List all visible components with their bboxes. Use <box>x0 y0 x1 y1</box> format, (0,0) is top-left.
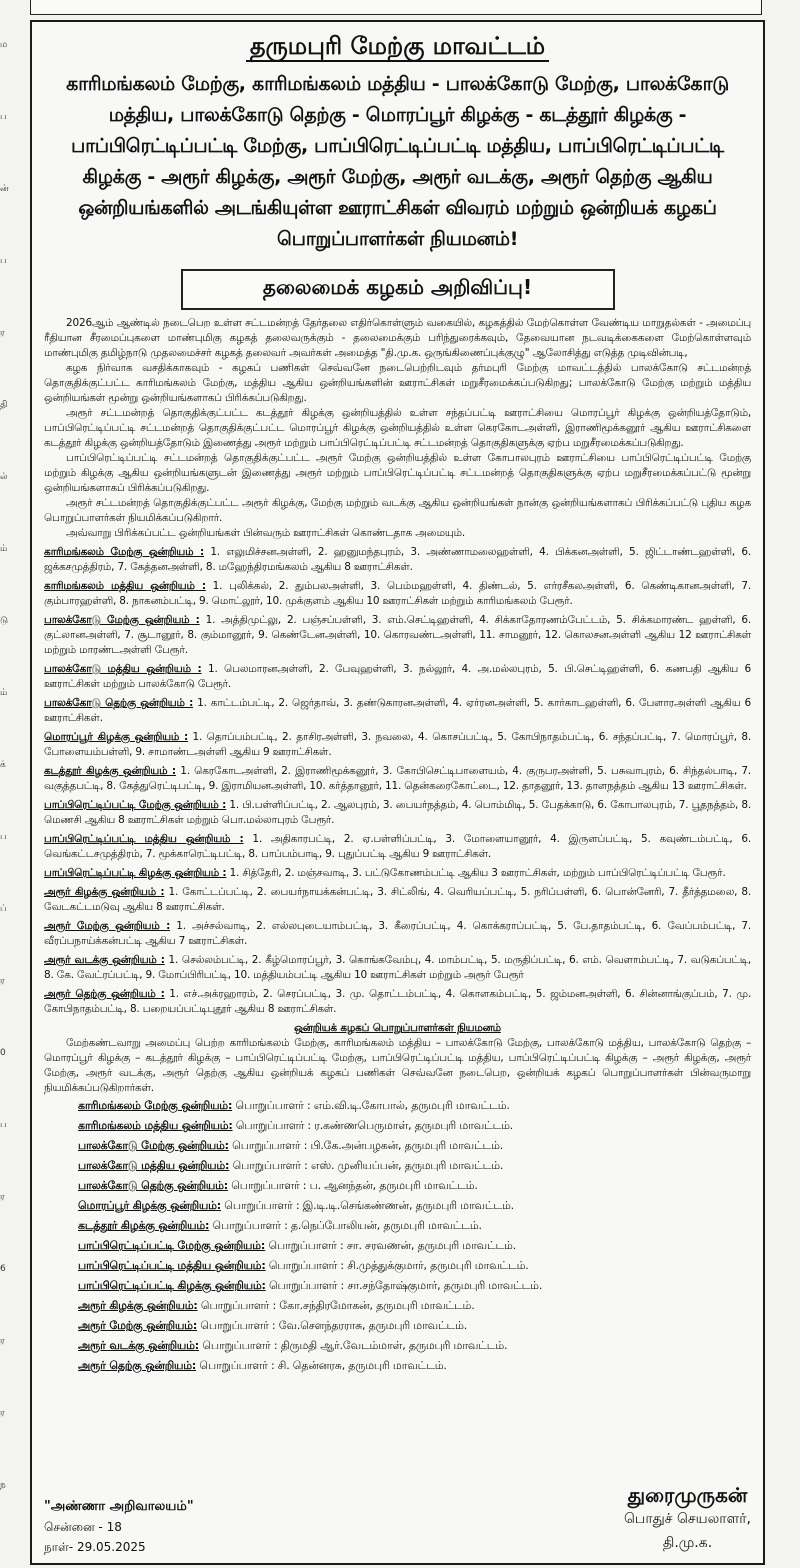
union-name: பாப்பிரெட்டிப்பட்டி கிழக்கு ஒன்றியம் : <box>44 867 227 879</box>
edge-fragment: ர <box>0 1408 5 1418</box>
appointment-union: பாப்பிரெட்டிப்பட்டி கிழக்கு ஒன்றியம்: <box>78 1279 266 1292</box>
edge-fragment: ம் <box>0 544 8 554</box>
union-name: அரூர் தெற்கு ஒன்றியம் : <box>44 988 165 1000</box>
appointment-person: பொறுப்பாளர் : வே.சௌந்தரராசு, தருமபுரி மாவட்டம். <box>200 1319 468 1332</box>
appointment-row <box>78 1296 751 1316</box>
edge-fragment: டு <box>0 616 9 626</box>
appointment-person: பொறுப்பாளர் : எம்.வி.டி.கோபால், தருமபுரி மாவட்டம். <box>235 1099 510 1112</box>
appointment-row <box>78 1216 751 1236</box>
union-entry <box>44 764 751 794</box>
union-name: மொரப்பூர் கிழக்கு ஒன்றியம் : <box>44 731 188 743</box>
union-panchayats: 1. எச்.அக்ரஹாரம், 2. செரப்பட்டி, 3. மு. தொட்டம்பட்டி, 4. கொளகம்பட்டி, 5. ஜம்மனஅள்ளி, 6. சின்னாங்குப்பம், 7. மு. கோபிநாதம்பட்டி, 8. பறையப்பட்டிபுதூர் ஆகிய 8 ஊராட்சிகள். <box>44 988 752 1015</box>
union-panchayats: 1. அச்சல்வாடி, 2. எல்லபுடையாம்பட்டி, 3. கீரைப்பட்டி, 4. கொக்கராப்பட்டி, 5. பே.தாதம்பட்டி, 6. வேப்பம்பட்டி, 7. வீரப்பநாய்க்கன்பட்டி ஆகிய 7 ஊராட்சிகள். <box>44 920 752 947</box>
union-entry <box>44 545 751 575</box>
appointment-person: பொறுப்பாளர் : ர.கண்ணபெருமாள், தருமபுரி மாவட்டம். <box>235 1119 514 1132</box>
appointment-row <box>78 1176 751 1196</box>
appointment-union: அரூர் மேற்கு ஒன்றியம்: <box>78 1319 198 1332</box>
announcement-box: தலைமைக் கழகம் அறிவிப்பு! <box>181 269 615 310</box>
appointment-row <box>78 1276 751 1296</box>
appointment-row <box>78 1116 751 1136</box>
left-edge-column <box>0 0 10 1568</box>
appointment-row <box>78 1316 751 1336</box>
appointment-person: பொறுப்பாளர் : சா.சந்தோஷ்குமார், தருமபுரி மாவட்டம். <box>268 1279 543 1292</box>
union-entry <box>44 919 751 949</box>
appointment-union: மொரப்பூர் கிழக்கு ஒன்றியம்: <box>78 1199 221 1212</box>
appointment-person: பொறுப்பாளர் : எஸ். முனியப்பன், தருமபுரி மாவட்டம். <box>232 1159 504 1172</box>
intro-paragraph: 2026ஆம் ஆண்டில் நடைபெற உள்ள சட்டமன்றத் தேர்தலை எதிர்கொள்ளும் வகையில், கழகத்தில் மேற்கொள்ள வேண்டிய மாறுதல்கள் - அமைப்பு ரீதியான சீரமைப்புகளை மாண்புமிகு கழகத் தலைவருக்கும் - தலைமைக்கும் பரிந்துரைக்கவும், தேவையான நடவடிக்கைகளை மேற்கொள்ளவும் மாண்புமிகு தமிழ்நாடு முதலமைச்சர் கழகத் தலைவர் அவர்கள் அமைத்த "தி.மு.க. ஒருங்கிணைப்புக்குழு" ஆலோசித்து எடுத்த முடிவின்படி, <box>44 317 751 359</box>
appointments-list <box>44 1096 751 1376</box>
appointment-union: பாப்பிரெட்டிப்பட்டி மேற்கு ஒன்றியம்: <box>78 1239 266 1252</box>
union-panchayats: 1. புலிக்கல், 2. தும்பலஅள்ளி, 3. பெம்மஹள்ளி, 4. திண்டல், 5. எர்ரசீகலஅள்ளி, 6. கெண்டிகானஅள்ளி, 7. கும்பாரஹள்ளி, 8. நாகனம்பட்டி, 9. மொட்லூர், 10. முக்குளம் ஆகிய 10 ஊராட்சிகள் மற்றும் காரிமங்கலம் பேரூர். <box>44 580 751 607</box>
headline: காரிமங்கலம் மேற்கு, காரிமங்கலம் மத்திய - பாலக்கோடு மேற்கு, பாலக்கோடு மத்திய, பாலக்கோடு தெற்கு - மொரப்பூர் கிழக்கு - கடத்தூர் கிழக்கு - பாப்பிரெட்டிப்பட்டி மேற்கு, பாப்பிரெட்டிப்பட்டி மத்திய, பாப்பிரெட்டிப்பட்டி கிழக்கு - அரூர் கிழக்கு, அரூர் மேற்கு, அரூர் வடக்கு, அரூர் தெற்கு ஆகிய ஒன்றியங்களில் அடங்கியுள்ள ஊராட்சிகள் விவரம் மற்றும் ஒன்றியக் கழகப் பொறுப்பாளர்கள் நியமனம்! <box>66 73 729 250</box>
office-name: "அண்ணா அறிவாலயம்" <box>44 1499 194 1514</box>
union-panchayats: 1. அதிகாரபட்டி, 2. ஏ.பள்ளிப்பட்டி, 3. மோளையானூர், 4. இருளப்பட்டி, 5. கவுண்டம்பட்டி, 6. வெங்கட்டசமுத்திரம், 7. மூக்காரெட்டிபட்டி, 8. பாப்பம்பாடி, 9. புதுப்பட்டி ஆகிய 9 ஊராட்சிகள். <box>44 833 751 860</box>
appointment-person: பொறுப்பாளர் : சி. தென்னரசு, தருமபுரி மாவட்டம். <box>199 1359 447 1372</box>
appointment-row <box>78 1356 751 1376</box>
appointment-union: பாலக்கோடு மேற்கு ஒன்றியம்: <box>78 1139 229 1152</box>
edge-fragment: ம் <box>0 688 8 698</box>
appointment-union: பாலக்கோடு தெற்கு ஒன்றியம்: <box>78 1179 228 1192</box>
union-name: பாப்பிரெட்டிப்பட்டி மத்திய ஒன்றியம் : <box>44 833 244 845</box>
union-entry <box>44 730 751 760</box>
intro-paragraphs <box>44 316 751 541</box>
intro-paragraph: கழக நிர்வாக வசதிக்காகவும் - கழகப் பணிகள் செவ்வனே நடைபெற்றிடவும் தர்மபுரி மேற்கு மாவட்டத்தில் பாலக்கோடு சட்டமன்றத் தொகுதிக்குட்பட்ட காரிமங்கலம் மேற்கு, மத்திய ஆகிய ஒன்றியங்களின் ஊராட்சிகள் மறுசீரமைக்கப்படுகிறது; பாலக்கோடு மேற்கு மற்றும் மத்திய ஒன்றியங்கள் மூன்று ஒன்றியங்களாகப் பிரிக்கப்படுகிறது. <box>44 362 751 404</box>
article-body <box>32 314 763 1376</box>
signatory-designation: பொதுச் செயலாளர், <box>624 1511 751 1527</box>
appointment-person: பொறுப்பாளர் : இ.டி.டி.செங்கண்ணன், தருமபுரி மாவட்டம். <box>224 1199 514 1212</box>
union-name: அரூர் மேற்கு ஒன்றியம் : <box>44 920 171 932</box>
office-city: சென்னை - 18 <box>44 1520 122 1534</box>
appointment-row <box>78 1136 751 1156</box>
union-entry <box>44 662 751 692</box>
edge-fragment: ர <box>0 1192 5 1202</box>
edge-fragment: க் <box>0 760 6 770</box>
union-panchayats: 1. பெலமாரனஅள்ளி, 2. பேவுஹள்ளி, 3. நல்லூர், 4. அ.மல்லபுரம், 5. பி.செட்டிஹள்ளி, 6. கணபதி ஆகிய 6 ஊராட்சிகள் மற்றும் பாலக்கோடு பேரூர். <box>44 663 752 690</box>
union-panchayats: 1. செல்லம்பட்டி, 2. கீழ்மொரப்பூர், 3. கொங்கவேம்பு, 4. மாம்பட்டி, 5. மருதிப்பட்டி, 6. எம். வெளாம்பட்டி, 7. வடுகப்பட்டி, 8. கே. வேட்ரப்பட்டி, 9. மோப்பிரிபட்டி, 10. மத்தியம்பட்டி ஆகிய 10 ஊராட்சிகள் மற்றும் அரூர் பேரூர் <box>44 954 751 981</box>
union-name: அரூர் வடக்கு ஒன்றியம் : <box>44 954 165 966</box>
issue-date: நாள்- 29.05.2025 <box>44 1540 146 1554</box>
signatory-name: துரைமுருகன் <box>627 1483 748 1507</box>
union-name: பாலக்கோடு தெற்கு ஒன்றியம் : <box>44 697 194 709</box>
intro-paragraph: அரூர் சட்டமன்றத் தொகுதிக்குட்பட்ட அரூர் கிழக்கு, மேற்கு மற்றும் வடக்கு ஆகிய ஒன்றியங்கள் நான்கு ஒன்றியங்களாகப் பிரிக்கப்பட்டு புதிய கழக பொறுப்பாளர்கள் நியமிக்கப்படுகிறார். <box>44 497 751 524</box>
edge-fragment: ந <box>0 1480 6 1490</box>
union-entry <box>44 832 751 862</box>
edge-fragment: ல் <box>0 472 8 482</box>
union-panchayats: 1. அத்திமுட்லு, 2. பஞ்சப்பள்ளி, 3. எம்.செட்டிஹள்ளி, 4. சிக்காதோரணம்பேட்டம், 5. சிக்கமாரண்ட ஹள்ளி, 6. குட்லானஅள்ளி, 7. சூடானூர், 8. கும்மானூர், 9. கெண்டேனஅள்ளி, 10. கொரவண்டஅள்ளி, 11. சாமனூர், 12. கொலசனஅள்ளி ஆகிய 12 ஊராட்சிகள் மற்றும் மாரண்டஅள்ளி பேரூர். <box>44 614 752 656</box>
union-list <box>44 545 751 1017</box>
appointment-person: பொறுப்பாளர் : கோ.சந்திரமோகன், தருமபுரி மாவட்டம். <box>200 1299 475 1312</box>
appointment-person: பொறுப்பாளர் : பி.கே.அன்பழகன், தருமபுரி மாவட்டம். <box>232 1139 504 1152</box>
intro-paragraph: அவ்வாறு பிரிக்கப்பட்ட ஒன்றியங்கள் பின்வரும் ஊராட்சிகள் கொண்டதாக அமையும். <box>66 527 466 539</box>
edge-fragment: ப <box>0 112 7 122</box>
union-entry <box>44 987 751 1017</box>
edge-fragment: ர <box>0 1336 5 1346</box>
union-panchayats: 1. எலுமிச்சனஅள்ளி, 2. ஹனுமந்தபுரம், 3. அண்ணாமலைஹள்ளி, 4. பிக்கனஅள்ளி, 5. ஜிட்டாண்டஹள்ளி, 6. ஜக்கசமுத்திரம், 7. கேத்தனஅள்ளி, 8. மஹேந்திரமங்கலம் ஆகிய 8 ஊராட்சிகள். <box>44 546 752 573</box>
union-entry <box>44 579 751 609</box>
appointment-person: பொறுப்பாளர் : சி.முத்துக்குமார், தருமபுரி மாவட்டம். <box>268 1259 529 1272</box>
union-entry <box>44 953 751 983</box>
appointments-heading: ஒன்றியக் கழகப் பொறுப்பாளர்கள் நியமனம் <box>294 1022 501 1034</box>
union-panchayats: 1. சித்தேரி, 2. மஞ்சவாடி, 3. பட்டுகோணம்பட்டி ஆகிய 3 ஊராட்சிகள், மற்றும் பாப்பிரெட்டிப்பட்டி பேரூர். <box>229 867 726 879</box>
appointment-row <box>78 1256 751 1276</box>
union-name: காரிமங்கலம் மேற்கு ஒன்றியம் : <box>44 546 204 558</box>
union-name: பாப்பிரெட்டிப்பட்டி மேற்கு ஒன்றியம் : <box>44 799 227 811</box>
appointment-row <box>78 1096 751 1116</box>
appointment-person: பொறுப்பாளர் : திருமதி ஆர்.வேடம்மாள், தருமபுரி மாவட்டம். <box>202 1339 508 1352</box>
intro-paragraph: அரூர் சட்டமன்றத் தொகுதிக்குட்பட்ட கடத்தூர் கிழக்கு ஒன்றியத்தில் உள்ள சந்தப்பட்டி ஊராட்சியை மொரப்பூர் கிழக்கு ஒன்றியத்தோடும், பாப்பிரெட்டிப்பட்டி சட்டமன்றத் தொகுதிக்குட்பட்ட மொரப்பூர் கிழக்கு ஒன்றியத்தில் உள்ள கெரகோடஅள்ளி, இராணிமூக்கனூர் ஆகிய ஊராட்சிகளை கடத்தூர் கிழக்கு ஒன்றியத்தோடும் இணைத்து அரூர் மற்றும் பாப்பிரெட்டிப்பட்டி சட்டமன்றத் தொகுதிகளுக்கு ஏற்ப மறுசீரமைக்கப்படுகிறது. <box>44 407 751 449</box>
district-title: தருமபுரி மேற்கு மாவட்டம் <box>32 32 763 63</box>
union-name: காரிமங்கலம் மத்திய ஒன்றியம் : <box>44 580 206 592</box>
party-name: தி.மு.க. <box>662 1535 713 1551</box>
appointment-union: பாப்பிரெட்டிப்பட்டி மத்திய ஒன்றியம்: <box>78 1259 266 1272</box>
union-panchayats: 1. கெரகோடஅள்ளி, 2. இராணிமூக்கனூர், 3. கோபிசெட்டிபாளையம், 4. குருபரஅள்ளி, 5. பசுவாபுரம், 6. சிந்தல்பாடி, 7. வகுத்தபட்டி, 8. கேத்துரெட்டிபட்டி, 9. இராமியனஅள்ளி, 10. கர்த்தானூர், 11. தென்கரைகோட்டை, 12. தாதனூர், 13. தாளநத்தம் ஆகிய 13 ஊராட்சிகள். <box>44 765 751 792</box>
appointment-person: பொறுப்பாளர் : த.நெப்போலியன், தருமபுரி மாவட்டம். <box>212 1219 482 1232</box>
union-name: கடத்தூர் கிழக்கு ஒன்றியம் : <box>44 765 176 777</box>
union-panchayats: 1. காட்டம்பட்டி, 2. ஜெர்தாவ், 3. தண்டுகாரனஅள்ளி, 4. ஏர்ரனஅள்ளி, 5. கார்காடஹள்ளி, 6. பேளாரஅள்ளி ஆகிய 6 ஊராட்சிகள். <box>44 697 751 724</box>
union-name: பாலக்கோடு மேற்கு ஒன்றியம் : <box>44 614 200 626</box>
edge-fragment: ப <box>0 832 7 842</box>
union-name: பாலக்கோடு மத்திய ஒன்றியம் : <box>44 663 202 675</box>
union-panchayats: 1. பி.பள்ளிப்பட்டி, 2. ஆலபுரம், 3. பையர்நத்தம், 4. பொம்மிடி, 5. பேதக்காடு, 6. கோபாலபுரம், 7. பூதநத்தம், 8. மெணசி ஆகிய 8 ஊராட்சிகள் மற்றும் பொ.மல்லாபுரம் பேரூர். <box>44 799 751 826</box>
union-panchayats: 1. தொப்பம்பட்டி, 2. தாசிரஅள்ளி, 3. நவலை, 4. கொசப்பட்டி, 5. கோபிநாதம்பட்டி, 6. சந்தப்பட்டி, 7. மொரப்பூர், 8. போளையம்பள்ளி, 9. சாமாண்டஅள்ளி ஆகிய 9 ஊராட்சிகள். <box>44 731 751 758</box>
appointment-union: அரூர் தெற்கு ஒன்றியம்: <box>78 1359 197 1372</box>
appointment-union: காரிமங்கலம் மத்திய ஒன்றியம்: <box>78 1119 233 1132</box>
union-entry <box>44 885 751 915</box>
appointment-union: காரிமங்கலம் மேற்கு ஒன்றியம்: <box>78 1099 233 1112</box>
edge-fragment: ப் <box>0 904 7 914</box>
appointment-union: பாலக்கோடு மத்திய ஒன்றியம்: <box>78 1159 230 1172</box>
edge-fragment: ன் <box>0 184 9 194</box>
union-entry <box>44 613 751 658</box>
union-entry <box>44 866 751 881</box>
union-panchayats: 1. கோட்டப்பட்டி, 2. பையர்நாயக்கன்பட்டி, 3. சிட்லிங், 4. வெரியப்பட்டி, 5. நரிப்பள்ளி, 6. பொன்னேரி, 7. தீர்த்தமலை, 8. வேடகட்டமடுவு ஆகிய 8 ஊராட்சிகள். <box>44 886 751 913</box>
union-entry <box>44 696 751 726</box>
signature-block <box>624 1483 751 1555</box>
intro-paragraph: பாப்பிரெட்டிப்பட்டி சட்டமன்றத் தொகுதிக்குட்பட்ட அரூர் மேற்கு ஒன்றியத்தில் உள்ள கோபாலபுரம் ஊராட்சியை பாப்பிரெட்டிப்பட்டி மேற்கு மற்றும் கிழக்கு ஆகிய ஒன்றியங்களுடன் இணைத்து அரூர் மற்றும் பாப்பிரெட்டிப்பட்டி சட்டமன்றத் தொகுதிகளுக்கு ஏற்ப மறுசீரமைக்கப்பட்டு மூன்று ஒன்றியங்களாகப் பிரிக்கப்படுகிறது. <box>44 452 751 494</box>
appointment-union: அரூர் வடக்கு ஒன்றியம்: <box>78 1339 200 1352</box>
appointment-union: கடத்தூர் கிழக்கு ஒன்றியம்: <box>78 1219 210 1232</box>
edge-fragment: தி <box>0 400 8 410</box>
appointment-person: பொறுப்பாளர் : சா. சரவணன், தருமபுரி மாவட்டம். <box>268 1239 517 1252</box>
union-name: அரூர் கிழக்கு ஒன்றியம் : <box>44 886 165 898</box>
edge-fragment: ப <box>0 1120 7 1130</box>
appointment-row <box>78 1336 751 1356</box>
appointment-row <box>78 1236 751 1256</box>
footer-left <box>44 1497 194 1557</box>
appointments-intro: மேற்கண்டவாறு அமைப்பு பெற்ற காரிமங்கலம் மேற்கு, காரிமங்கலம் மத்திய – பாலக்கோடு மேற்கு, பாலக்கோடு மத்திய, பாலக்கோடு தெற்கு – மொரப்பூர் கிழக்கு – கடத்தூர் கிழக்கு – பாப்பிரெட்டிப்பட்டி மேற்கு, பாப்பிரெட்டிப்பட்டி மத்திய, பாப்பிரெட்டிப்பட்டி கிழக்கு – அரூர் கிழக்கு, அரூர் மேற்கு, அரூர் வடக்கு, அரூர் தெற்கு ஆகிய ஒன்றியக் கழகப் பணிகள் செவ்வனே நடைபெற, ஒன்றியக் கழகப் பொறுப்பாளர்கள் பின்வருமாறு நியமிக்கப்படுகிறார்கள். <box>44 1037 751 1094</box>
edge-fragment: 0 <box>0 1048 6 1058</box>
edge-fragment: 6 <box>0 1264 6 1274</box>
appointment-union: அரூர் கிழக்கு ஒன்றியம்: <box>78 1299 198 1312</box>
appointment-row <box>78 1196 751 1216</box>
edge-fragment: ர <box>0 328 5 338</box>
announcement-frame <box>30 20 765 1565</box>
edge-fragment: ப <box>0 256 7 266</box>
edge-fragment: ம <box>0 40 8 50</box>
edge-fragment: ர <box>0 976 5 986</box>
previous-article-edge <box>30 0 762 15</box>
union-entry <box>44 798 751 828</box>
appointment-person: பொறுப்பாளர் : ப. ஆனந்தன், தருமபுரி மாவட்டம். <box>231 1179 478 1192</box>
appointment-row <box>78 1156 751 1176</box>
